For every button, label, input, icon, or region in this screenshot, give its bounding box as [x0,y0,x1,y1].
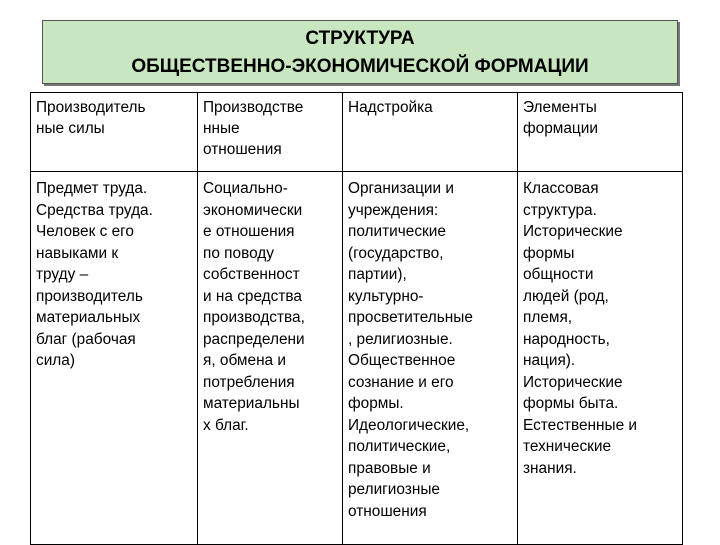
header-production-relations: Производстве нные отношения [198,93,343,172]
header-productive-forces: Производитель ные силы [31,93,198,172]
header-superstructure: Надстройка [343,93,518,172]
title-line-2: ОБЩЕСТВЕННО-ЭКОНОМИЧЕСКОЙ ФОРМАЦИИ [131,56,589,77]
cell-formation-elements: Классовая структура. Исторические формы общности людей (род, племя, народность, нация). Исторические формы быта. Естественные и технические знания. [518,172,683,545]
cell-superstructure: Организации и учреждения: политические (государство, партии), культурно- просветительные , религиозные. Общественное сознание и его формы. Идеологические, политические, правовые и религиозные отношения [343,172,518,545]
header-formation-elements: Элементы формации [518,93,683,172]
cell-productive-forces: Предмет труда. Средства труда. Человек с его навыками к труду – производитель материальных благ (рабочая сила) [31,172,198,545]
table-header-row [31,93,683,172]
cell-production-relations: Социально- экономически е отношения по поводу собственност и на средства производства, распределени я, обмена и потребления материальны х благ. [198,172,343,545]
title-banner [42,20,678,84]
table-row [31,172,683,545]
formation-structure-table [30,92,683,545]
title-line-1: СТРУКТУРА [305,28,415,49]
